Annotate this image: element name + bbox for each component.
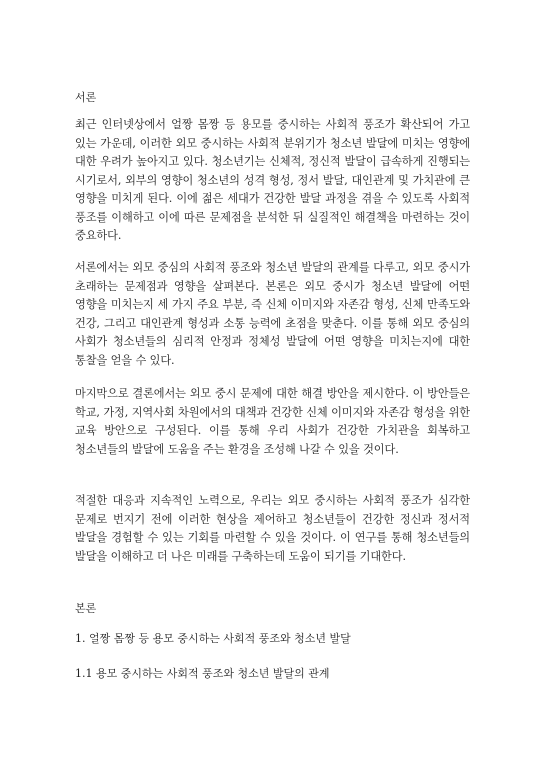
section-1-1-heading: 1.1 용모 중시하는 사회적 풍조와 청소년 발달의 관계: [75, 667, 330, 680]
intro-paragraph-3: 마지막으로 결론에서는 외모 중시 문제에 대한 해결 방안을 제시한다. 이 방안들은 학교, 가정, 지역사회 차원에서의 대책과 건강한 신체 이미지와 자존감 형성을 위한 교육 방안으로 구성된다. 이를 통해 우리 사회가 건강한 가치관을 회복하고 청소년들의 발달에 도움을 주는 환경을 조성해 나갈 수 있을 것이다.: [75, 387, 470, 456]
section-1-heading: 1. 얼짱 몸짱 등 용모 중시하는 사회적 풍조와 청소년 발달: [75, 632, 351, 645]
intro-paragraph-2: 서론에서는 외모 중심의 사회적 풍조와 청소년 발달의 관계를 다루고, 외모 중시가 초래하는 문제점과 영향을 살펴본다. 본론은 외모 중시가 청소년 발달에 어떤 영향을 미치는지 세 가지 주요 부분, 즉 신체 이미지와 자존감 형성, 신체 만족도와 건강, 그리고 대인관계 형성과 소통 능력에 초점을 맞춘다. 이를 통해 외모 중심의 사회가 청소년들의 심리적 안정과 정체성 발달에 어떤 영향을 미치는지에 대한 통찰을 얻을 수 있다.: [75, 261, 470, 367]
intro-paragraph-4: 적절한 대응과 지속적인 노력으로, 우리는 외모 중시하는 사회적 풍조가 심각한 문제로 번지기 전에 이러한 현상을 제어하고 청소년들이 건강한 정신과 정서적 발달을 경험할 수 있는 기회를 마련할 수 있을 것이다. 이 연구를 통해 청소년들의 발달을 이해하고 더 나은 미래를 구축하는데 도움이 되기를 기대한다.: [75, 494, 470, 563]
intro-heading: 서론: [75, 91, 97, 104]
intro-paragraph-1: 최근 인터넷상에서 얼짱 몸짱 등 용모를 중시하는 사회적 풍조가 확산되어 가고 있는 가운데, 이러한 외모 중시하는 사회적 분위기가 청소년 발달에 미치는 영향에 대한 우려가 높아지고 있다. 청소년기는 신체적, 정신적 발달이 급속하게 진행되는 시기로서, 외부의 영향이 청소년의 성격 형성, 정서 발달, 대인관계 및 가치관에 큰 영향을 미치게 된다. 이에 젊은 세대가 건강한 발달 과정을 겪을 수 있도록 사회적 풍조를 이해하고 이에 따른 문제점을 분석한 뒤 실질적인 해결책을 마련하는 것이 중요하다.: [75, 118, 470, 242]
body-heading: 본론: [75, 602, 97, 615]
